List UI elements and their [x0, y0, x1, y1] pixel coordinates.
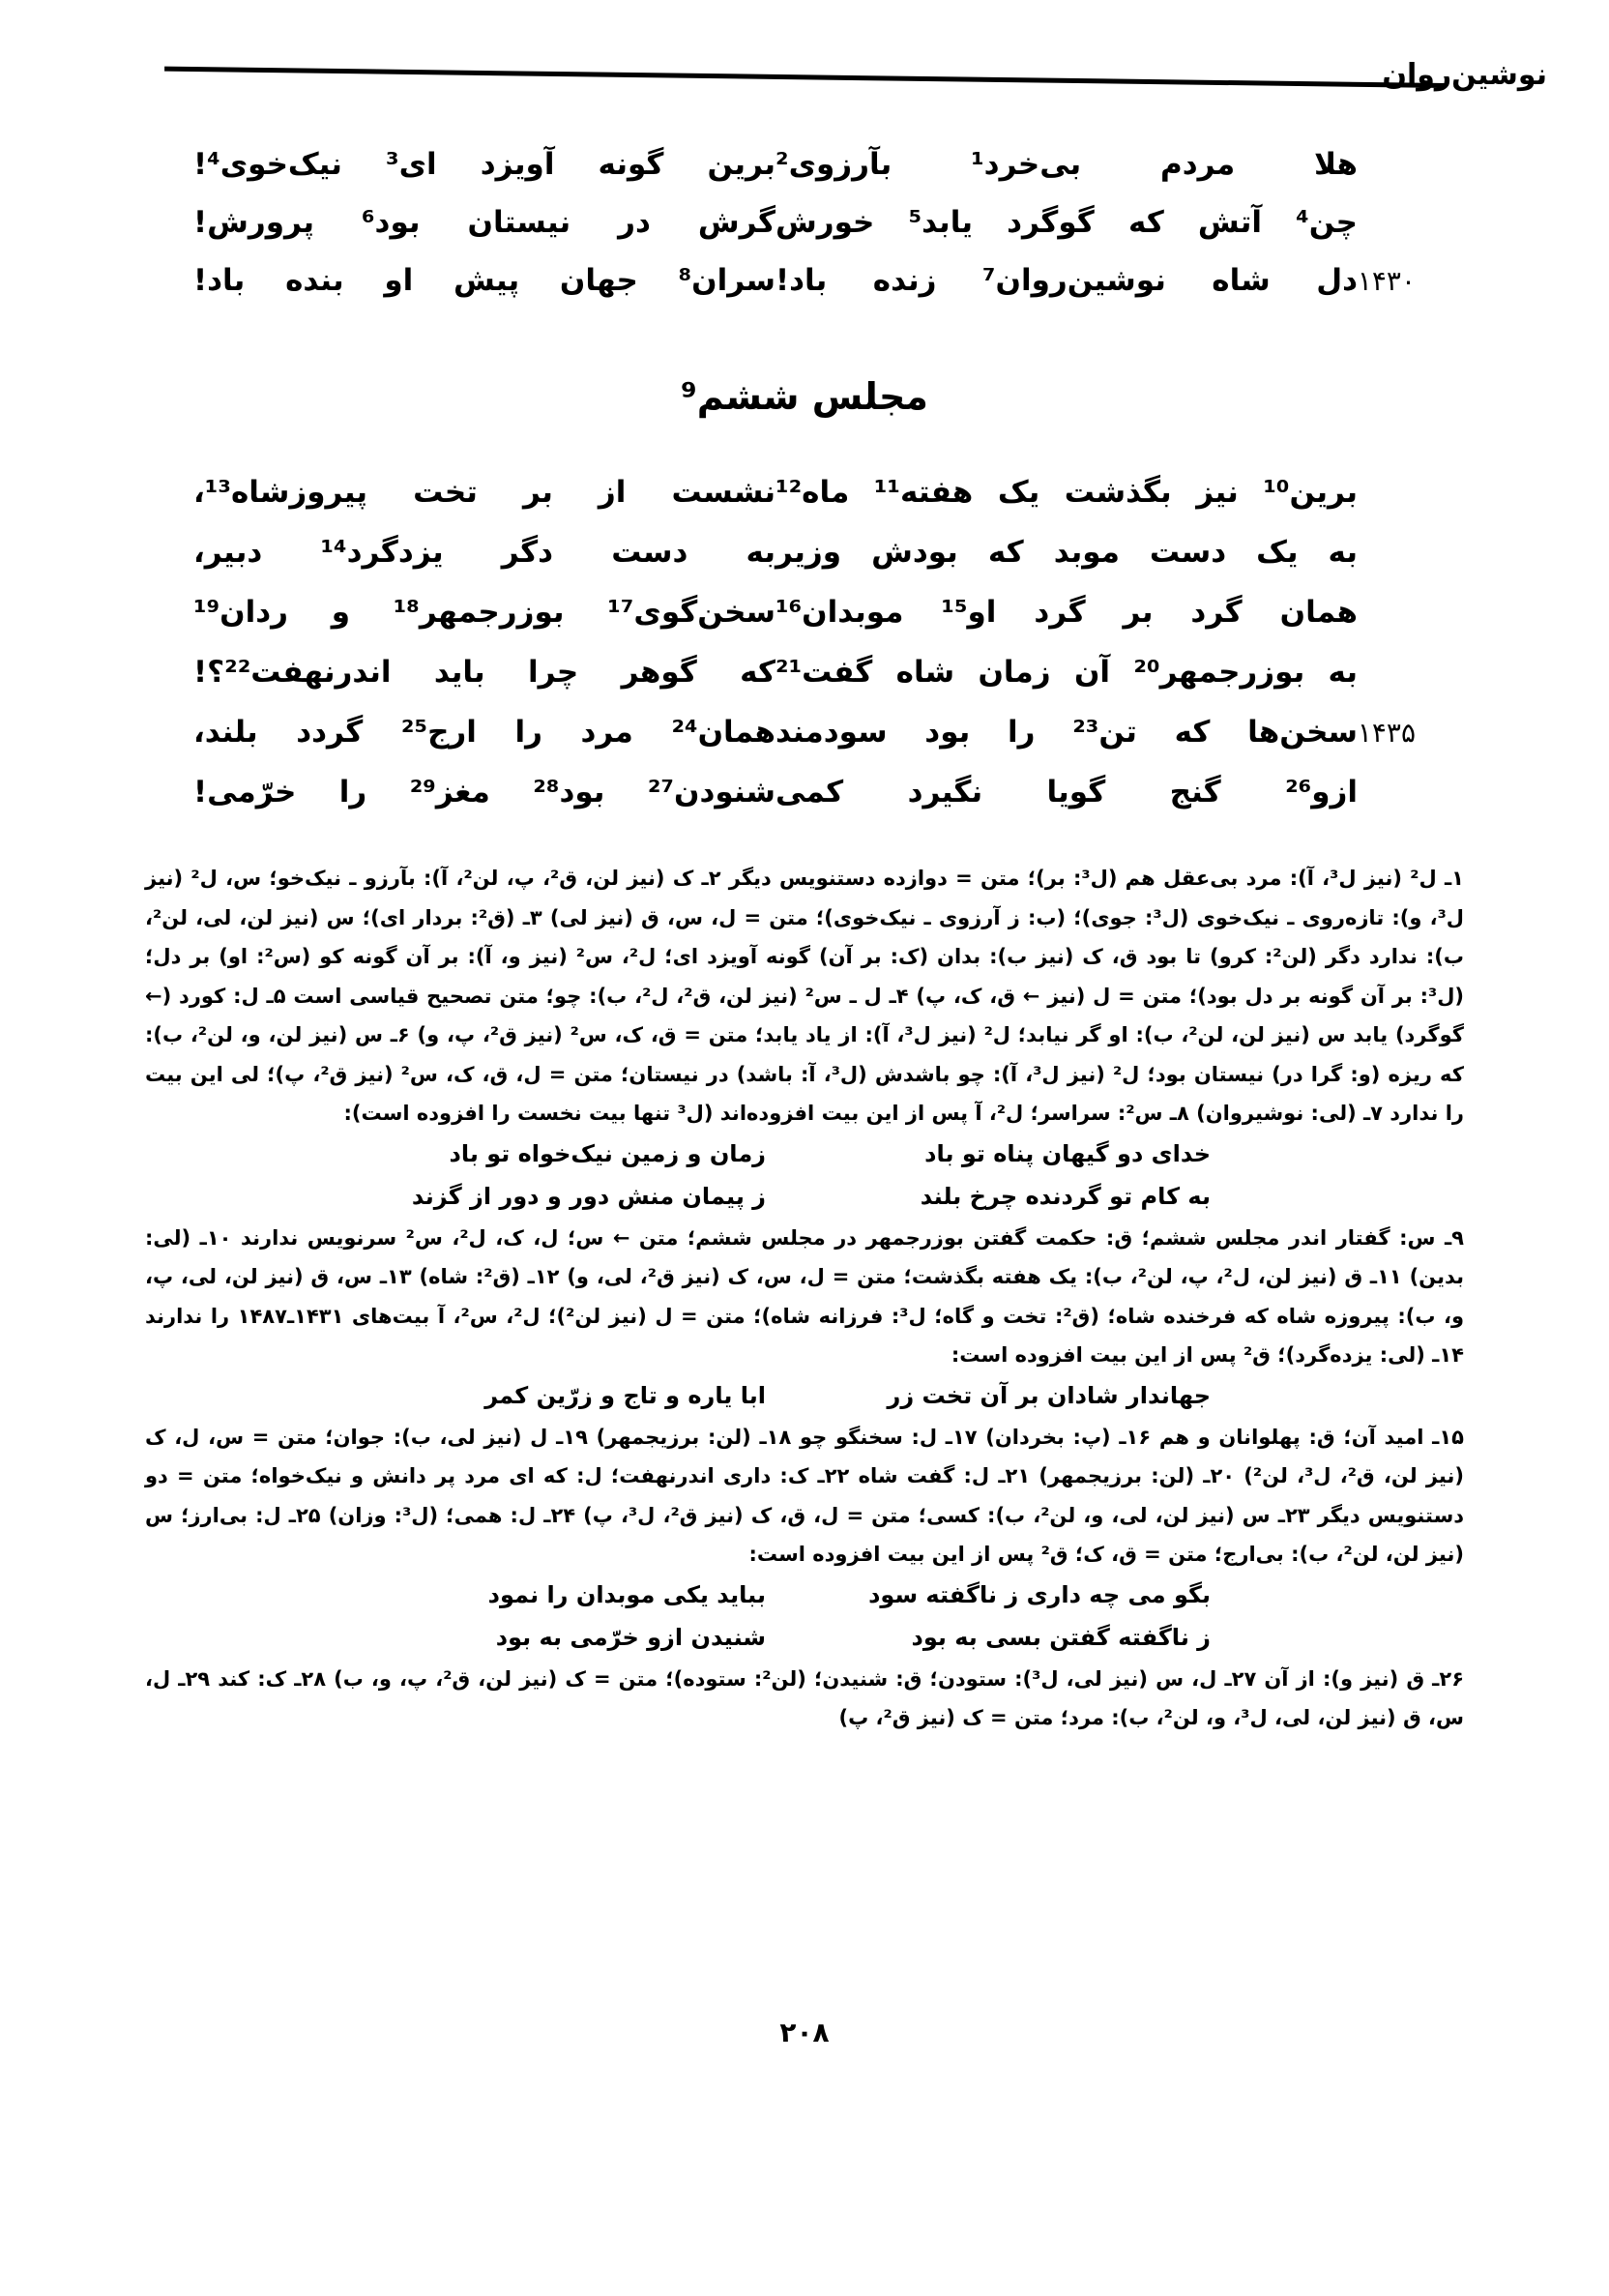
verse-row: [193, 642, 1416, 702]
hemistich-left: که گوهر چرا باید اندرنهفت²²؟!: [193, 655, 775, 690]
footnote-verse: [145, 1575, 1464, 1617]
footnote-hemistich-left: ابا یاره و تاج و زرّین کمر: [484, 1382, 766, 1410]
footnote-verse: [145, 1375, 1464, 1418]
hemistich-left: گرش در نیستان بود⁶ پرورش!: [193, 205, 775, 240]
footnote-hemistich-left: زمان و زمین نیک‌خواه تو باد: [449, 1140, 766, 1168]
verse-row: [193, 702, 1416, 762]
hemistich-right: به یک دست موبد که بودش وزیر: [775, 535, 1358, 570]
verse-row: [193, 193, 1416, 251]
hemistich-right: همان گرد بر گرد او¹⁵ موبدان¹⁶: [775, 595, 1358, 630]
verse-row: [193, 582, 1416, 642]
running-title: نوشین‌روان: [1382, 58, 1547, 92]
page-number: ۲۰۸: [779, 2016, 830, 2048]
footnote-verse: [145, 1133, 1464, 1176]
hemistich-right: دل شاه نوشین‌روان⁷ زنده باد!: [775, 263, 1358, 298]
hemistich-left: سخن‌گوی¹⁷ بوزرجمهر¹⁸ و ردان¹⁹: [193, 595, 776, 630]
verse-row: [193, 762, 1416, 822]
hemistich-left: نشست از بر تخت پیروزشاه¹³،: [193, 475, 775, 510]
footnote-hemistich-right: بگو می چه داری ز ناگفته سود: [868, 1581, 1211, 1609]
hemistich-right: هلا مردم بی‌خرد¹ بآرزوی²: [775, 147, 1359, 182]
hemistich-right: سخن‌ها که تن²³ را بود سودمند: [775, 715, 1358, 750]
section-title: مجلس ششم⁹: [681, 375, 928, 418]
verse-line-number: ۱۴۳۵: [1357, 716, 1416, 749]
footnote-hemistich-right: خدای دو گیهان پناه تو باد: [924, 1140, 1211, 1168]
footnote-hemistich-right: جهاندار شادان بر آن تخت زر: [887, 1382, 1211, 1410]
verse-line-number: ۱۴۳۰: [1357, 264, 1416, 297]
verse-row: [193, 251, 1416, 309]
footnote-paragraph: ۹ـ س: گفتار اندر مجلس ششم؛ ق: حکمت گفتن بوزرجمهر در مجلس ششم؛ متن ← س؛ ل، ک، ل²، س² سرنویس ندارند ۱۰ـ (لی: بدین) ۱۱ـ ق (نیز لن، ل²، پ، لن²، ب): یک هفته بگذشت؛ متن = ل، س، ک (نیز ق²، لی، و) ۱۲ـ (ق²: شاه) ۱۳ـ س، ق (نیز لن، لی، پ، و، ب): پیروزه شاه که فرخنده شاه؛ (ق²: تخت و گاه؛ ل³: فرزانه شاه)؛ متن = ل (نیز لن²)؛ ل²، س²، آ بیت‌های ۱۴۳۱ـ۱۴۸۷ را ندارند ۱۴ـ (لی: یزده‌گرد)؛ ق² پس از این بیت افزوده است:: [145, 1225, 1464, 1367]
hemistich-right: ازو²⁶ گنج گویا نگیرد کمی: [775, 775, 1358, 809]
footnote-verse: [145, 1176, 1464, 1219]
hemistich-left: سران⁸ جهان پیش او بنده باد!: [193, 263, 775, 298]
verse-row: [193, 462, 1416, 522]
hemistich-right: به بوزرجمهر²⁰ آن زمان شاه گفت²¹: [775, 655, 1359, 690]
main-verse-block: [193, 462, 1416, 822]
footnote-verse: [145, 1617, 1464, 1660]
hemistich-left: شنودن²⁷ بود²⁸ مغز²⁹ را خرّمی!: [193, 775, 775, 809]
footnote-hemistich-right: به کام تو گردنده چرخ بلند: [920, 1183, 1211, 1211]
footnote-hemistich-left: شنیدن ازو خرّمی به بود: [495, 1624, 766, 1652]
hemistich-left: برین گونه آویزد ای³ نیک‌خوی⁴!: [193, 147, 775, 182]
hemistich-left: همان²⁴ مرد را ارج²⁵ گردد بلند،: [193, 715, 775, 750]
hemistich-right: چن⁴ آتش که گوگرد یابد⁵ خورش: [775, 205, 1358, 240]
hemistich-left: به دست دگر یزدگرد¹⁴ دبیر،: [193, 535, 775, 570]
header-rule: [164, 67, 1446, 88]
footnotes-apparatus: [145, 859, 1464, 1738]
footnote-paragraph: ۱۵ـ امید آن؛ ق: پهلوانان و هم ۱۶ـ (پ: بخردان) ۱۷ـ ل: سخنگو چو ۱۸ـ (لن: برزیجمهر) ۱۹ـ ل (نیز لی، ب): جوان؛ متن = س، ل، ک (نیز لن، ق²، ل³، لن²) ۲۰ـ (لن: برزیجمهر) ۲۱ـ ل: گفت شاه ۲۲ـ ک: داری اندرنهفت؛ ل: که ای مرد پر دانش و نیک‌خواه؛ متن = دو دستنویس دیگر ۲۳ـ س (نیز لن، لی، و، لن²، ب): کسی؛ متن = ل، ق، ک (نیز ق²، ل³، پ) ۲۴ـ ل: همی؛ (ل³: وزان) ۲۵ـ ل: بی‌ارز؛ س (نیز لن، لن²، ب): بی‌ارج؛ متن = ق، ک؛ ق² پس از این بیت افزوده است:: [145, 1425, 1465, 1566]
verse-row: [193, 135, 1416, 193]
footnote-hemistich-left: ز پیمان منش دور و دور از گزند: [411, 1183, 766, 1211]
verse-row: [193, 522, 1416, 582]
footnote-paragraph: ۲۶ـ ق (نیز و): از آن ۲۷ـ ل، س (نیز لی، ل³): ستودن؛ ق: شنیدن؛ (لن²: ستوده)؛ متن = ک (نیز لن، ق²، پ، و، ب) ۲۸ـ ک: کند ۲۹ـ ل، س، ق (نیز لن، لی، ل³، و، لن²، ب): مرد؛ متن = ک (نیز ق²، پ): [145, 1666, 1465, 1729]
footnote-hemistich-right: ز ناگفته گفتن بسی به بود: [911, 1624, 1211, 1652]
footnote-hemistich-left: بباید یکی موبدان را نمود: [487, 1581, 766, 1609]
footnote-paragraph: ۱ـ ل² (نیز ل³، آ): مرد بی‌عقل هم (ل³: بر)؛ متن = دوازده دستنویس دیگر ۲ـ ک (نیز لن، ق²، پ، لن²، آ): بآرزو ـ نیک‌خو؛ س، ل² (نیز ل³، و): تازه‌روی ـ نیک‌خوی (ل³: جوی)؛ (ب: ز آرزوی ـ نیک‌خوی)؛ متن = ل، س، ق (نیز لی) ۳ـ (ق²: بردار ای)؛ س (نیز لن، لی، لن²، ب): ندارد دگر (لن²: کرو) تا بود ق، ک (نیز ب): بدان (ک: بر آن) گونه آویزد ای؛ ل²، س² (نیز و، آ): بر آن گونه کو (س²: او) بر دل؛ (ل³: بر آن گونه بر دل بود)؛ متن = ل (نیز ← ق، ک، پ) ۴ـ ل ـ س² (نیز لن، ق²، ل²، ب): چو؛ متن تصحیح قیاسی است ۵ـ ل: کورد (← گوگرد) یابد س (نیز لن، لن²، ب): او گر نیابد؛ ل² (نیز ل³، آ): از یاد یابد؛ متن = ق، ک، س² (نیز ق²، پ، و) ۶ـ س (نیز لن، و، لن²، ب): که ریزه (و: گرا در) نیستان بود؛ ل² (نیز ل³، آ): چو باشدش (ل³، آ: باشد) در نیستان؛ متن = ل، ق، ک، س² (نیز ق²، پ)؛ لی این بیت را ندارد ۷ـ (لی: نوشیروان) ۸ـ س²: سراسر؛ ل²، آ پس از این بیت افزوده‌اند (ل³ تنها بیت نخست را افزوده است):: [145, 867, 1465, 1125]
hemistich-right: برین¹⁰ نیز بگذشت یک هفته¹¹ ماه¹²: [775, 475, 1358, 510]
top-verse-block: [193, 135, 1416, 309]
